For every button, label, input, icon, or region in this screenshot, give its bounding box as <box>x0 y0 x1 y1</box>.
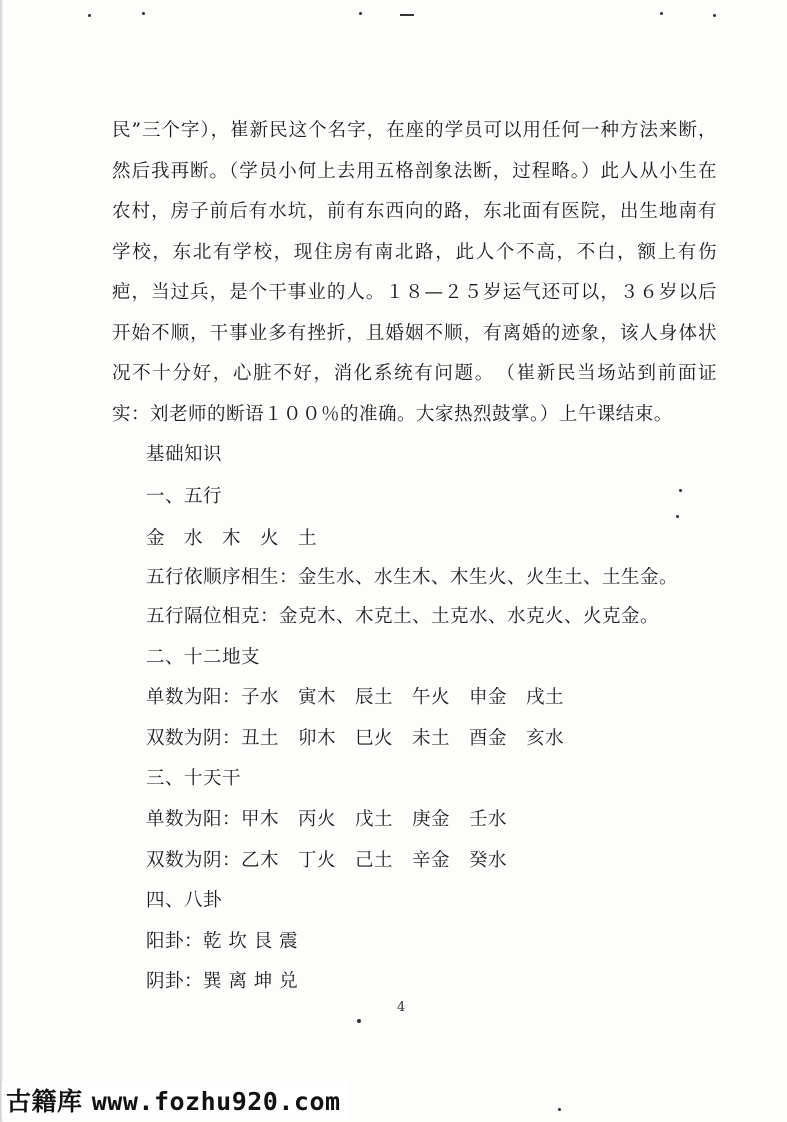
scan-speck <box>142 12 145 15</box>
dizhi-yin: 双数为阴：丑土 卯木 巳火 未土 酉金 亥水 <box>146 728 565 749</box>
scan-speck <box>713 14 716 17</box>
page-number: 4 <box>397 1000 406 1015</box>
scan-speck <box>357 1019 361 1023</box>
wuxing-elements: 金 水 木 火 土 <box>146 528 318 549</box>
site-watermark <box>2 1082 347 1118</box>
scan-speck <box>88 14 91 17</box>
tiangan-yin: 双数为阴：乙木 丁火 己土 辛金 癸水 <box>146 850 508 871</box>
bagua-yang: 阳卦：乾 坎 艮 震 <box>146 931 299 952</box>
wuxing-sheng: 五行依顺序相生：金生水、水生木、木生火、火生土、土生金。 <box>146 567 679 588</box>
body-paragraph: 民”三个字），崔新民这个名字，在座的学员可以用任何一种方法来断，然后我再断。（学员小何上去用五格剖象法断，过程略。）此人从小生在农村，房子前后有水坑，前有东西向的路，东北面有医院，出生地南有学校，东北有学校，现住房有南北路，此人个不高，不白，额上有伤疤，当过兵，是个干事业的人。１８—２５岁运气还可以，３６岁以后开始不顺，干事业多有挫折，且婚姻不顺，有离婚的迹象，该人身体状况不十分好，心脏不好，消化系统有问题。 （崔新民当场站到前面证实：刘老师的断语１００％的准确。大家热烈鼓掌。）上午课结束。 <box>112 120 717 425</box>
tiangan-heading: 三、十天干 <box>146 768 242 789</box>
scan-speck <box>676 515 679 518</box>
wuxing-ke: 五行隔位相克：金克木、木克土、土克水、水克火、火克金。 <box>146 606 660 627</box>
watermark-name: 古籍库 <box>6 1087 83 1116</box>
scan-speck <box>400 14 414 16</box>
scan-speck <box>660 12 663 15</box>
wuxing-heading: 一、五行 <box>146 486 223 507</box>
watermark-site: www.fozhu920.com <box>91 1087 341 1116</box>
bagua-yin: 阴卦：巽 离 坤 兑 <box>146 971 299 992</box>
dizhi-yang: 单数为阳：子水 寅木 辰土 午火 申金 戌土 <box>146 687 565 708</box>
dizhi-heading: 二、十二地支 <box>146 647 261 668</box>
scan-edge <box>0 0 3 1122</box>
section-title: 基础知识 <box>146 444 223 465</box>
scan-speck <box>359 12 362 15</box>
tiangan-yang: 单数为阳：甲木 丙火 戊土 庚金 壬水 <box>146 809 508 830</box>
bagua-heading: 四、八卦 <box>146 890 223 911</box>
scan-speck <box>679 489 682 492</box>
scan-speck <box>558 1108 561 1111</box>
